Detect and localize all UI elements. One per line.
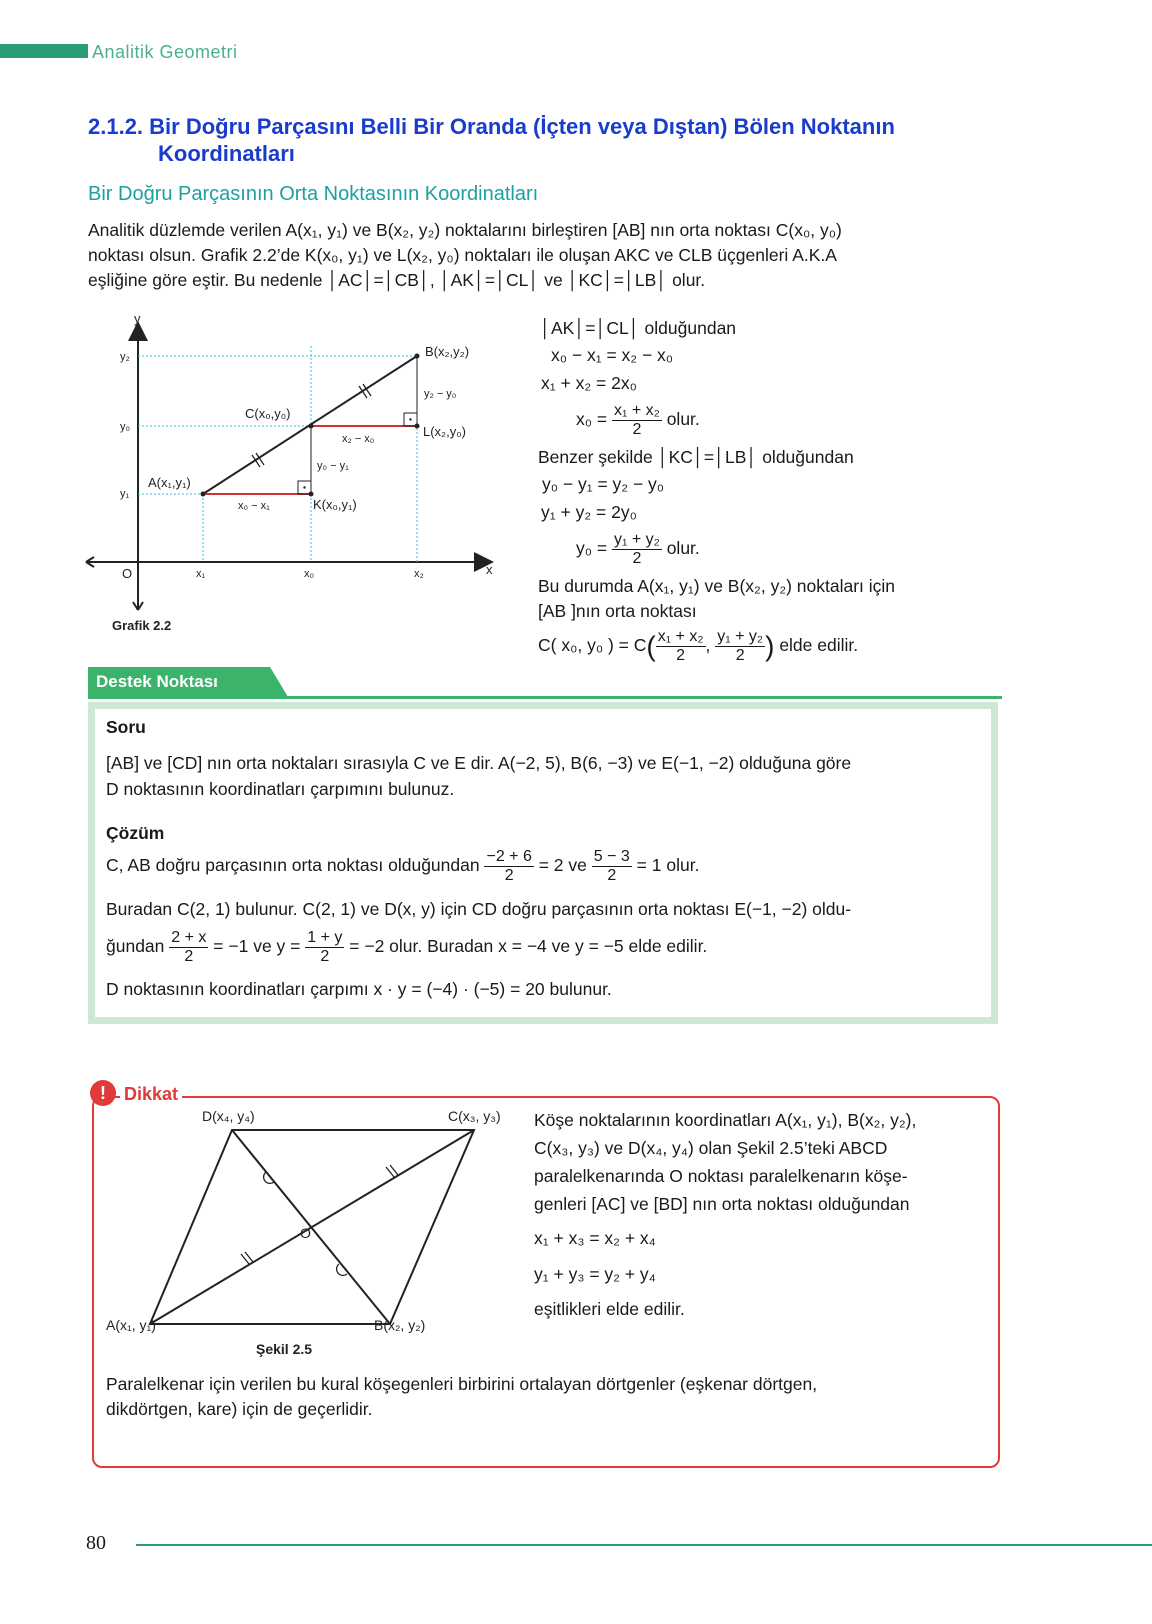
- soru-label: Soru: [106, 717, 146, 737]
- label-y0-y1: y₀ − y₁: [317, 460, 349, 472]
- label-vertex-d: D(x₄, y₄): [202, 1108, 255, 1124]
- derivation-l6: y₀ − y₁ = y₂ − y₀: [542, 474, 665, 494]
- label-vertex-c: C(x₃, y₃): [448, 1108, 501, 1124]
- warning-icon: !: [90, 1080, 116, 1106]
- note-line1: Paralelkenar için verilen bu kural köşegenleri birbirini ortalayan dörtgenler (eşkenar dörtgen,: [106, 1374, 818, 1394]
- derivation-l3: x₁ + x₂ = 2x₀: [541, 373, 637, 393]
- intro-line1: Analitik düzlemde verilen A(x₁, y₁) ve B(x₂, y₂) noktalarını birleştiren [AB] nın orta noktası C(x₀, y₀): [88, 220, 842, 240]
- dikkat-line1: Köşe noktalarının koordinatları A(x₁, y₁), B(x₂, y₂),: [534, 1110, 917, 1130]
- tick-y0: y₀: [120, 421, 131, 433]
- cozum-line2: Buradan C(2, 1) bulunur. C(2, 1) ve D(x, y) için CD doğru parçasının orta noktası E(−1, −2) oldu-: [106, 899, 852, 919]
- header-section-title: Analitik Geometri: [92, 42, 238, 62]
- formula-x0-lhs: x₀ =: [576, 409, 608, 430]
- label-x2-x0: x₂ − x₀: [342, 433, 375, 445]
- label-y2-y0: y₂ − y₀: [424, 388, 457, 400]
- intro-line3: eşliğine göre eştir. Bu nedenle │AC│=│CB│, │AK│=│CL│ ve │KC│=│LB│ olur.: [88, 270, 706, 290]
- cozum-line4: D noktasının koordinatları çarpımı x · y = (−4) · (−5) = 20 bulunur.: [106, 979, 612, 999]
- origin-label: O: [122, 566, 133, 581]
- fraction-y0: $\frac{\text{y₁ + y₂}}{2}$: [613, 531, 660, 567]
- derivation-l1: │AK│=│CL│ olduğundan: [540, 318, 737, 338]
- dikkat-line3: paralelkenarında O noktası paralelkenarın köşe-: [534, 1166, 908, 1186]
- derivation-l4: x₀ = $\frac{\text{x₁ + x₂}}{2}$ olur.: [576, 402, 700, 438]
- tick-y2: y₂: [120, 351, 130, 363]
- diagonal-bd: [232, 1130, 390, 1324]
- graph-caption: Grafik 2.2: [112, 618, 172, 633]
- label-point-k: K(x₀,y₁): [313, 497, 357, 512]
- dikkat-line2: C(x₃, y₃) ve D(x₄, y₄) olan Şekil 2.5’teki ABCD: [534, 1138, 888, 1158]
- derivation-l8: y₀ = $\frac{\text{y₁ + y₂}}{2}$ olur.: [576, 531, 700, 567]
- cozum-label: Çözüm: [106, 823, 165, 843]
- note-line2: dikdörtgen, kare) için de geçerlidir.: [106, 1399, 373, 1419]
- tick-x2: x₂: [414, 568, 424, 580]
- section-title-line1: 2.1.2. Bir Doğru Parçasını Belli Bir Oranda (İçten veya Dıştan) Bölen Noktanın: [88, 114, 895, 139]
- label-vertex-b: B(x₂, y₂): [374, 1317, 426, 1333]
- page-number: 80: [86, 1532, 106, 1554]
- axis-label-x: x: [486, 562, 493, 577]
- dikkat-explanation: [534, 1106, 916, 1218]
- equation-y: y₁ + y₃ = y₂ + y₄: [534, 1264, 656, 1284]
- point-k: [309, 492, 314, 497]
- label-x0-x1: x₀ − x₁: [238, 500, 270, 512]
- label-point-l: L(x₂,y₀): [423, 424, 466, 439]
- tick-y1: y₁: [120, 488, 130, 500]
- destek-divider: [88, 696, 1002, 699]
- point-l: [415, 424, 420, 429]
- fraction-midpoint-x: $\frac{\text{x₁ + x₂}}{2}$: [657, 628, 704, 664]
- dikkat-line4: genleri [AC] ve [BD] nın orta noktası olduğundan: [534, 1194, 910, 1214]
- derivation-l5: Benzer şekilde │KC│=│LB│ olduğundan: [538, 447, 854, 467]
- fraction-cx: $\frac{-2 + 6}{2}$: [486, 848, 532, 884]
- label-point-a: A(x₁,y₁): [148, 475, 191, 490]
- guide-lines: [138, 346, 417, 562]
- section-title-line2: Koordinatları: [158, 141, 295, 166]
- cozum-line1: C, AB doğru parçasının orta noktası olduğundan $\frac{-2 + 6}{2}$ = 2 ve $\frac{5 - 3}{2}$ = 1 olur.: [106, 848, 700, 884]
- header-accent-bar: [0, 44, 88, 58]
- derivation-l2: x₀ − x₁ = x₂ − x₀: [551, 345, 674, 365]
- label-o: O: [300, 1225, 311, 1241]
- footer-line: [136, 1544, 1152, 1546]
- fraction-cy: $\frac{5 - 3}{2}$: [593, 848, 630, 884]
- figure-caption: Şekil 2.5: [256, 1341, 313, 1357]
- derivation-l7: y₁ + y₂ = 2y₀: [541, 502, 637, 522]
- fraction-midpoint-y: $\frac{\text{y₁ + y₂}}{2}$: [717, 628, 764, 664]
- intro-paragraph: [88, 218, 1098, 293]
- fraction-x-eq: $\frac{2 + x}{2}$: [171, 929, 207, 965]
- point-a: [201, 492, 206, 497]
- dikkat-conclusion: eşitlikleri elde edilir.: [534, 1299, 685, 1319]
- graph-2-2: [80, 305, 520, 645]
- derivation-l9: Bu durumda A(x₁, y₁) ve B(x₂, y₂) noktaları için: [538, 576, 896, 596]
- point-b: [415, 354, 420, 359]
- dikkat-note: [106, 1372, 817, 1422]
- formula-y0-lhs: y₀ =: [576, 538, 608, 559]
- dikkat-label: Dikkat: [120, 1084, 182, 1105]
- soru-line1: [AB] ve [CD] nın orta noktaları sırasıyla C ve E dir. A(−2, 5), B(6, −3) ve E(−1, −2) olduğuna göre: [106, 753, 852, 773]
- cozum-line3: ğundan $\frac{2 + x}{2}$ = −1 ve y = $\frac{1 + y}{2}$ = −2 olur. Buradan x = −4 ve y = −5 elde edilir.: [106, 929, 708, 965]
- label-point-b: B(x₂,y₂): [425, 344, 470, 359]
- equation-x: x₁ + x₃ = x₂ + x₄: [534, 1228, 656, 1248]
- subsection-title: Bir Doğru Parçasının Orta Noktasının Koordinatları: [88, 183, 539, 205]
- section-title: [88, 113, 1088, 167]
- point-c: [309, 424, 314, 429]
- fraction-y-eq: $\frac{1 + y}{2}$: [307, 929, 343, 965]
- tick-x1: x₁: [196, 568, 206, 580]
- soru-line2: D noktasının koordinatları çarpımını bulunuz.: [106, 779, 455, 799]
- label-point-c: C(x₀,y₀): [245, 406, 291, 421]
- destek-noktasi-tab: Destek Noktası: [88, 667, 270, 697]
- tick-x0: x₀: [304, 568, 315, 580]
- destek-tab-slant: [268, 667, 288, 697]
- axis-label-y: y: [134, 311, 141, 326]
- derivation-l11: C( x₀, y₀ ) = C( $\frac{\text{x₁ + x₂}}{2}$ , $\frac{\text{y₁ + y₂}}{2}$ ) elde edilir.: [538, 628, 859, 664]
- fraction-x0: $\frac{\text{x₁ + x₂}}{2}$: [613, 402, 660, 438]
- label-vertex-a: A(x₁, y₁): [106, 1317, 156, 1333]
- derivation-l10: [AB ]nın orta noktası: [538, 601, 697, 621]
- intro-line2: noktası olsun. Grafik 2.2’de K(x₀, y₁) ve L(x₂, y₀) noktaları ile oluşan AKC ve CLB üçgenleri A.K.A: [88, 245, 837, 265]
- figure-2-5: [100, 1104, 530, 1364]
